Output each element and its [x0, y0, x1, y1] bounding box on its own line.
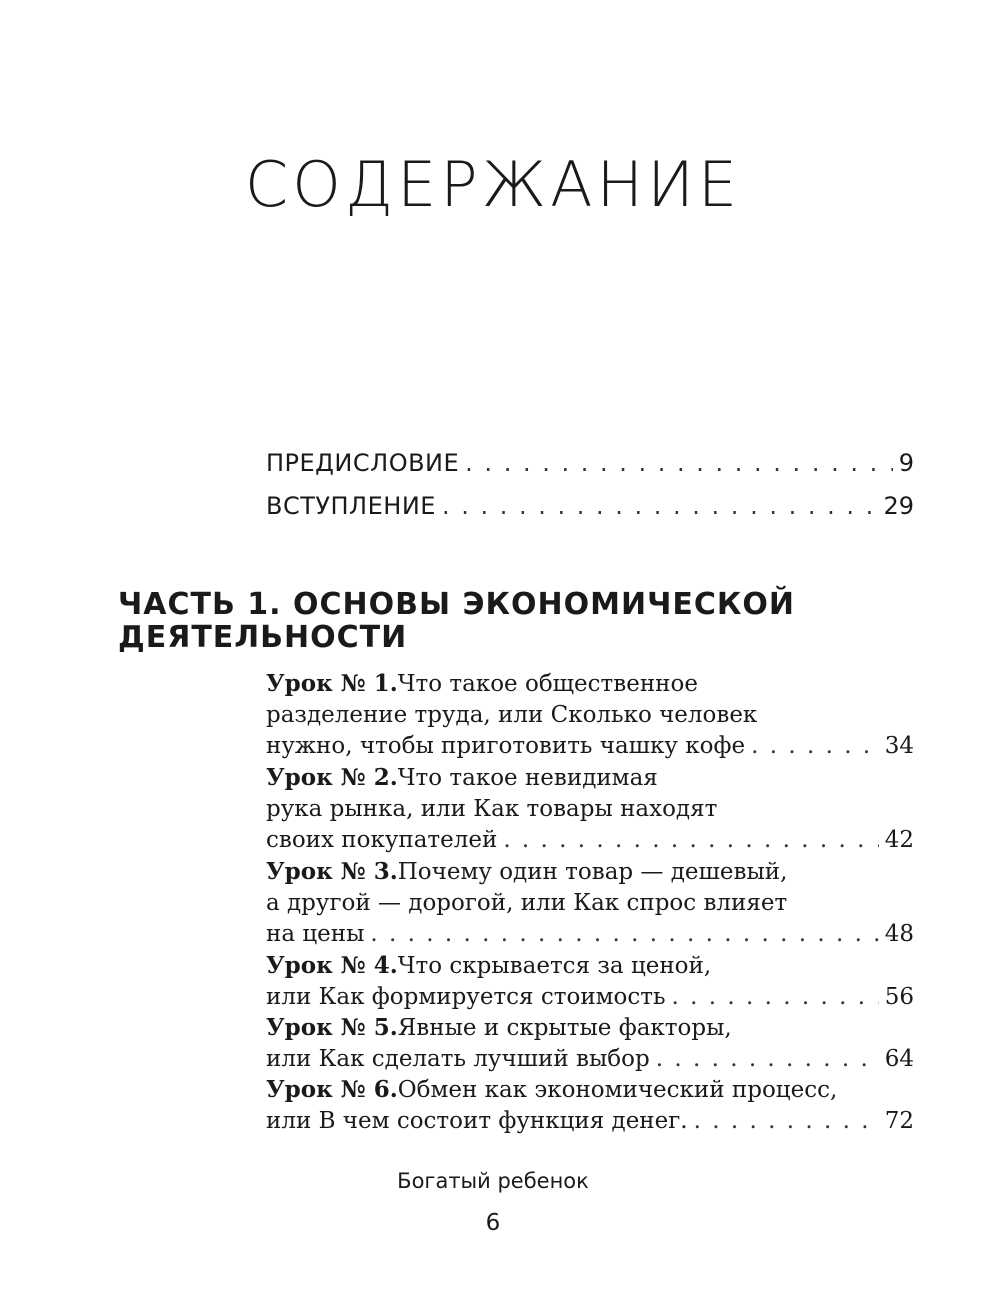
toc-page-number: 42: [884, 827, 914, 853]
toc-page-number: 29: [883, 492, 914, 520]
toc-entry-lesson-1[interactable]: [266, 668, 914, 762]
lesson-title-part: Что скрывается за ценой,: [397, 953, 712, 979]
part-heading: [118, 588, 838, 654]
lesson-line: [266, 668, 914, 700]
leader-dots: [503, 825, 878, 856]
lesson-number: Урок № 2.: [266, 764, 398, 791]
lesson-title-part: Почему один товар — дешевый,: [397, 859, 788, 885]
toc-entry-preface[interactable]: [266, 447, 914, 479]
lesson-number: Урок № 6.: [266, 1076, 398, 1103]
toc-page-number: 72: [884, 1108, 914, 1134]
lesson-line: [266, 1106, 914, 1137]
lesson-title-part: Явные и скрытые факторы,: [397, 1015, 732, 1041]
lesson-line: [266, 794, 914, 825]
lesson-title-part: нужно, чтобы приготовить чашку кофе: [266, 733, 746, 759]
page-number: 6: [485, 1210, 501, 1236]
running-footer-book-title: Богатый ребенок: [397, 1169, 589, 1193]
lesson-line: [266, 1044, 914, 1075]
part-heading-line1: ЧАСТЬ 1. ОСНОВЫ ЭКОНОМИЧЕСКОЙ: [118, 587, 795, 622]
toc-page-number: 48: [884, 921, 914, 947]
lesson-title-part: или В чем состоит функция денег.: [266, 1108, 688, 1134]
lesson-title-part: разделение труда, или Сколько человек: [266, 702, 758, 728]
page-title: СОДЕРЖАНИЕ: [244, 148, 742, 221]
lesson-number: Урок № 5.: [266, 1014, 398, 1041]
lesson-line: [266, 700, 914, 731]
lesson-title-part: а другой — дорогой, или Как спрос влияет: [266, 890, 788, 916]
leader-dots: [672, 982, 879, 1013]
lesson-title-part: или Как формируется стоимость: [266, 984, 666, 1010]
lesson-title-part: своих покупателей: [266, 827, 498, 853]
lesson-title-part: на цены: [266, 921, 365, 947]
toc-page-number: 9: [898, 449, 914, 477]
lesson-line: [266, 1012, 914, 1044]
toc-entry-lesson-6[interactable]: [266, 1074, 914, 1137]
lesson-line: [266, 731, 914, 762]
lesson-number: Урок № 4.: [266, 952, 398, 979]
lesson-title-part: или Как сделать лучший выбор: [266, 1046, 650, 1072]
lesson-number: Урок № 3.: [266, 858, 398, 885]
lesson-line: [266, 856, 914, 888]
toc-page-number: 34: [884, 733, 914, 759]
lesson-line: [266, 950, 914, 982]
toc-entry-label: ВСТУПЛЕНИЕ: [266, 492, 436, 520]
leader-dots: [465, 447, 893, 479]
toc-entry-lesson-5[interactable]: [266, 1012, 914, 1075]
leader-dots: [442, 490, 878, 522]
lesson-line: [266, 888, 914, 919]
toc-entry-lesson-4[interactable]: [266, 950, 914, 1013]
lesson-line: [266, 762, 914, 794]
leader-dots: [370, 919, 878, 950]
lesson-title-part: Что такое общественное: [397, 671, 698, 697]
lesson-title-part: рука рынка, или Как товары находят: [266, 796, 718, 822]
toc-entry-lesson-2[interactable]: [266, 762, 914, 856]
lesson-line: [266, 982, 914, 1013]
toc-entry-lesson-3[interactable]: [266, 856, 914, 950]
leader-dots: [751, 731, 879, 762]
leader-dots: [656, 1044, 879, 1075]
part-heading-line2: ДЕЯТЕЛЬНОСТИ: [118, 620, 408, 655]
lesson-line: [266, 825, 914, 856]
toc-page-number: 56: [884, 984, 914, 1010]
toc-entry-introduction[interactable]: [266, 490, 914, 522]
toc-page-number: 64: [884, 1046, 914, 1072]
leader-dots: [694, 1106, 879, 1137]
lesson-title-part: Что такое невидимая: [397, 765, 658, 791]
toc-entry-label: ПРЕДИСЛОВИЕ: [266, 449, 460, 477]
lesson-title-part: Обмен как экономический процесс,: [397, 1077, 838, 1103]
lesson-line: [266, 919, 914, 950]
lesson-line: [266, 1074, 914, 1106]
lesson-number: Урок № 1.: [266, 670, 398, 697]
